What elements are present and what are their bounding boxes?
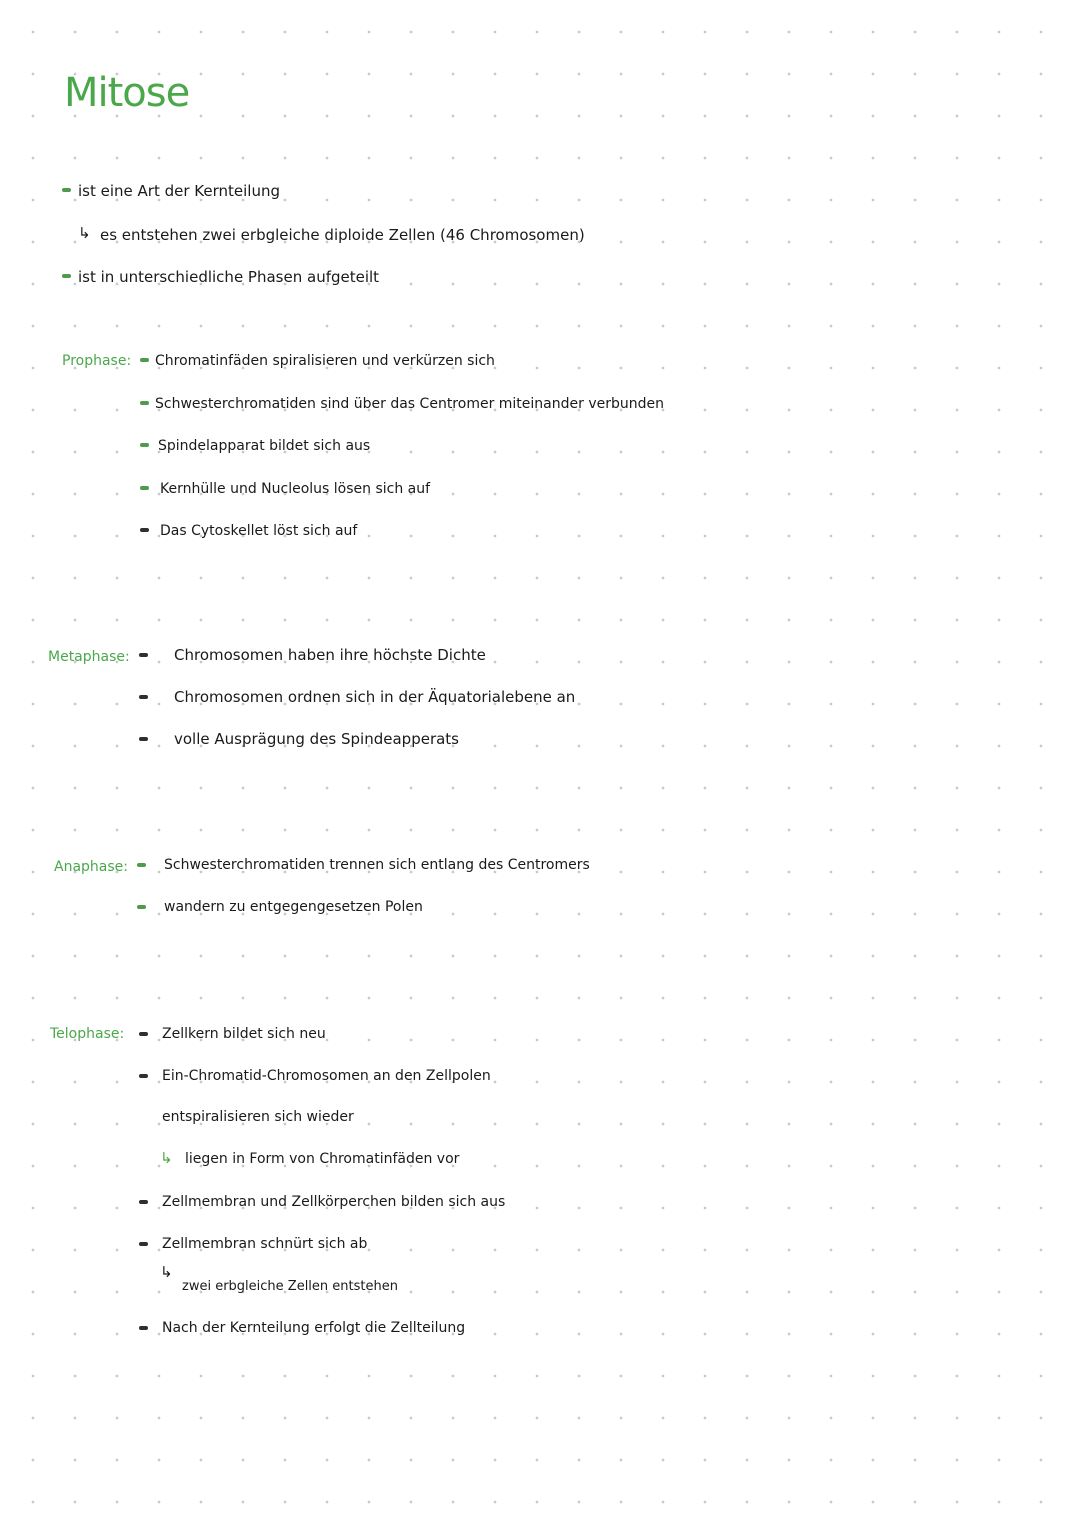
- page-title: Mitose: [64, 70, 190, 116]
- bullet-icon: [62, 188, 71, 192]
- list-item: Ein-Chromatid-Chromosomen an den Zellpolen: [162, 1068, 491, 1084]
- list-item: Kernhülle und Nucleolus lösen sich auf: [160, 481, 431, 497]
- list-item: Zellmembran und Zellkörperchen bilden sich aus: [162, 1194, 506, 1210]
- bullet-icon: [140, 401, 149, 405]
- bullet-icon: [139, 1242, 148, 1246]
- bullet-icon: [139, 1326, 148, 1330]
- arrow-icon: ↳: [160, 1149, 173, 1167]
- arrow-icon: ↳: [160, 1263, 173, 1281]
- bullet-icon: [140, 358, 149, 362]
- bullet-icon: [137, 905, 146, 909]
- bullet-icon: [140, 486, 149, 490]
- arrow-icon: ↳: [78, 224, 91, 242]
- list-item: entspiralisieren sich wieder: [162, 1109, 354, 1125]
- bullet-icon: [139, 1074, 148, 1078]
- bullet-icon: [139, 653, 148, 657]
- phase-label-telophase: Telophase:: [50, 1026, 125, 1042]
- phase-label-prophase: Prophase:: [62, 353, 132, 369]
- list-item: wandern zu entgegengesetzen Polen: [164, 899, 423, 915]
- bullet-icon: [137, 863, 146, 867]
- list-item: Nach der Kernteilung erfolgt die Zellteilung: [162, 1320, 466, 1336]
- list-item: Zellmembran schnürt sich ab: [162, 1236, 368, 1252]
- phase-label-metaphase: Metaphase:: [48, 649, 130, 665]
- list-item: Chromosomen ordnen sich in der Äquatorialebene an: [174, 688, 576, 706]
- list-item: Chromosomen haben ihre höchste Dichte: [174, 646, 486, 664]
- bullet-icon: [62, 274, 71, 278]
- intro-line: ist in unterschiedliche Phasen aufgeteilt: [78, 268, 380, 286]
- bullet-icon: [139, 1200, 148, 1204]
- list-item: Das Cytoskellet löst sich auf: [160, 523, 358, 539]
- bullet-icon: [140, 443, 149, 447]
- list-item: Spindelapparat bildet sich aus: [158, 438, 371, 454]
- bullet-icon: [139, 737, 148, 741]
- intro-line: es entstehen zwei erbgleiche diploide Zellen (46 Chromosomen): [100, 226, 585, 244]
- list-item: Schwesterchromatiden trennen sich entlang des Centromers: [164, 857, 590, 873]
- bullet-icon: [139, 695, 148, 699]
- list-item: zwei erbgleiche Zellen entstehen: [182, 1279, 398, 1294]
- intro-line: ist eine Art der Kernteilung: [78, 182, 281, 200]
- list-item: volle Ausprägung des Spindeapperats: [174, 730, 459, 748]
- bullet-icon: [139, 1032, 148, 1036]
- list-item: Schwesterchromatiden sind über das Centromer miteinander verbunden: [155, 396, 664, 412]
- list-item: liegen in Form von Chromatinfäden vor: [185, 1151, 460, 1167]
- phase-label-anaphase: Anaphase:: [54, 859, 128, 875]
- bullet-icon: [140, 528, 149, 532]
- list-item: Chromatinfäden spiralisieren und verkürzen sich: [155, 353, 495, 369]
- list-item: Zellkern bildet sich neu: [162, 1026, 326, 1042]
